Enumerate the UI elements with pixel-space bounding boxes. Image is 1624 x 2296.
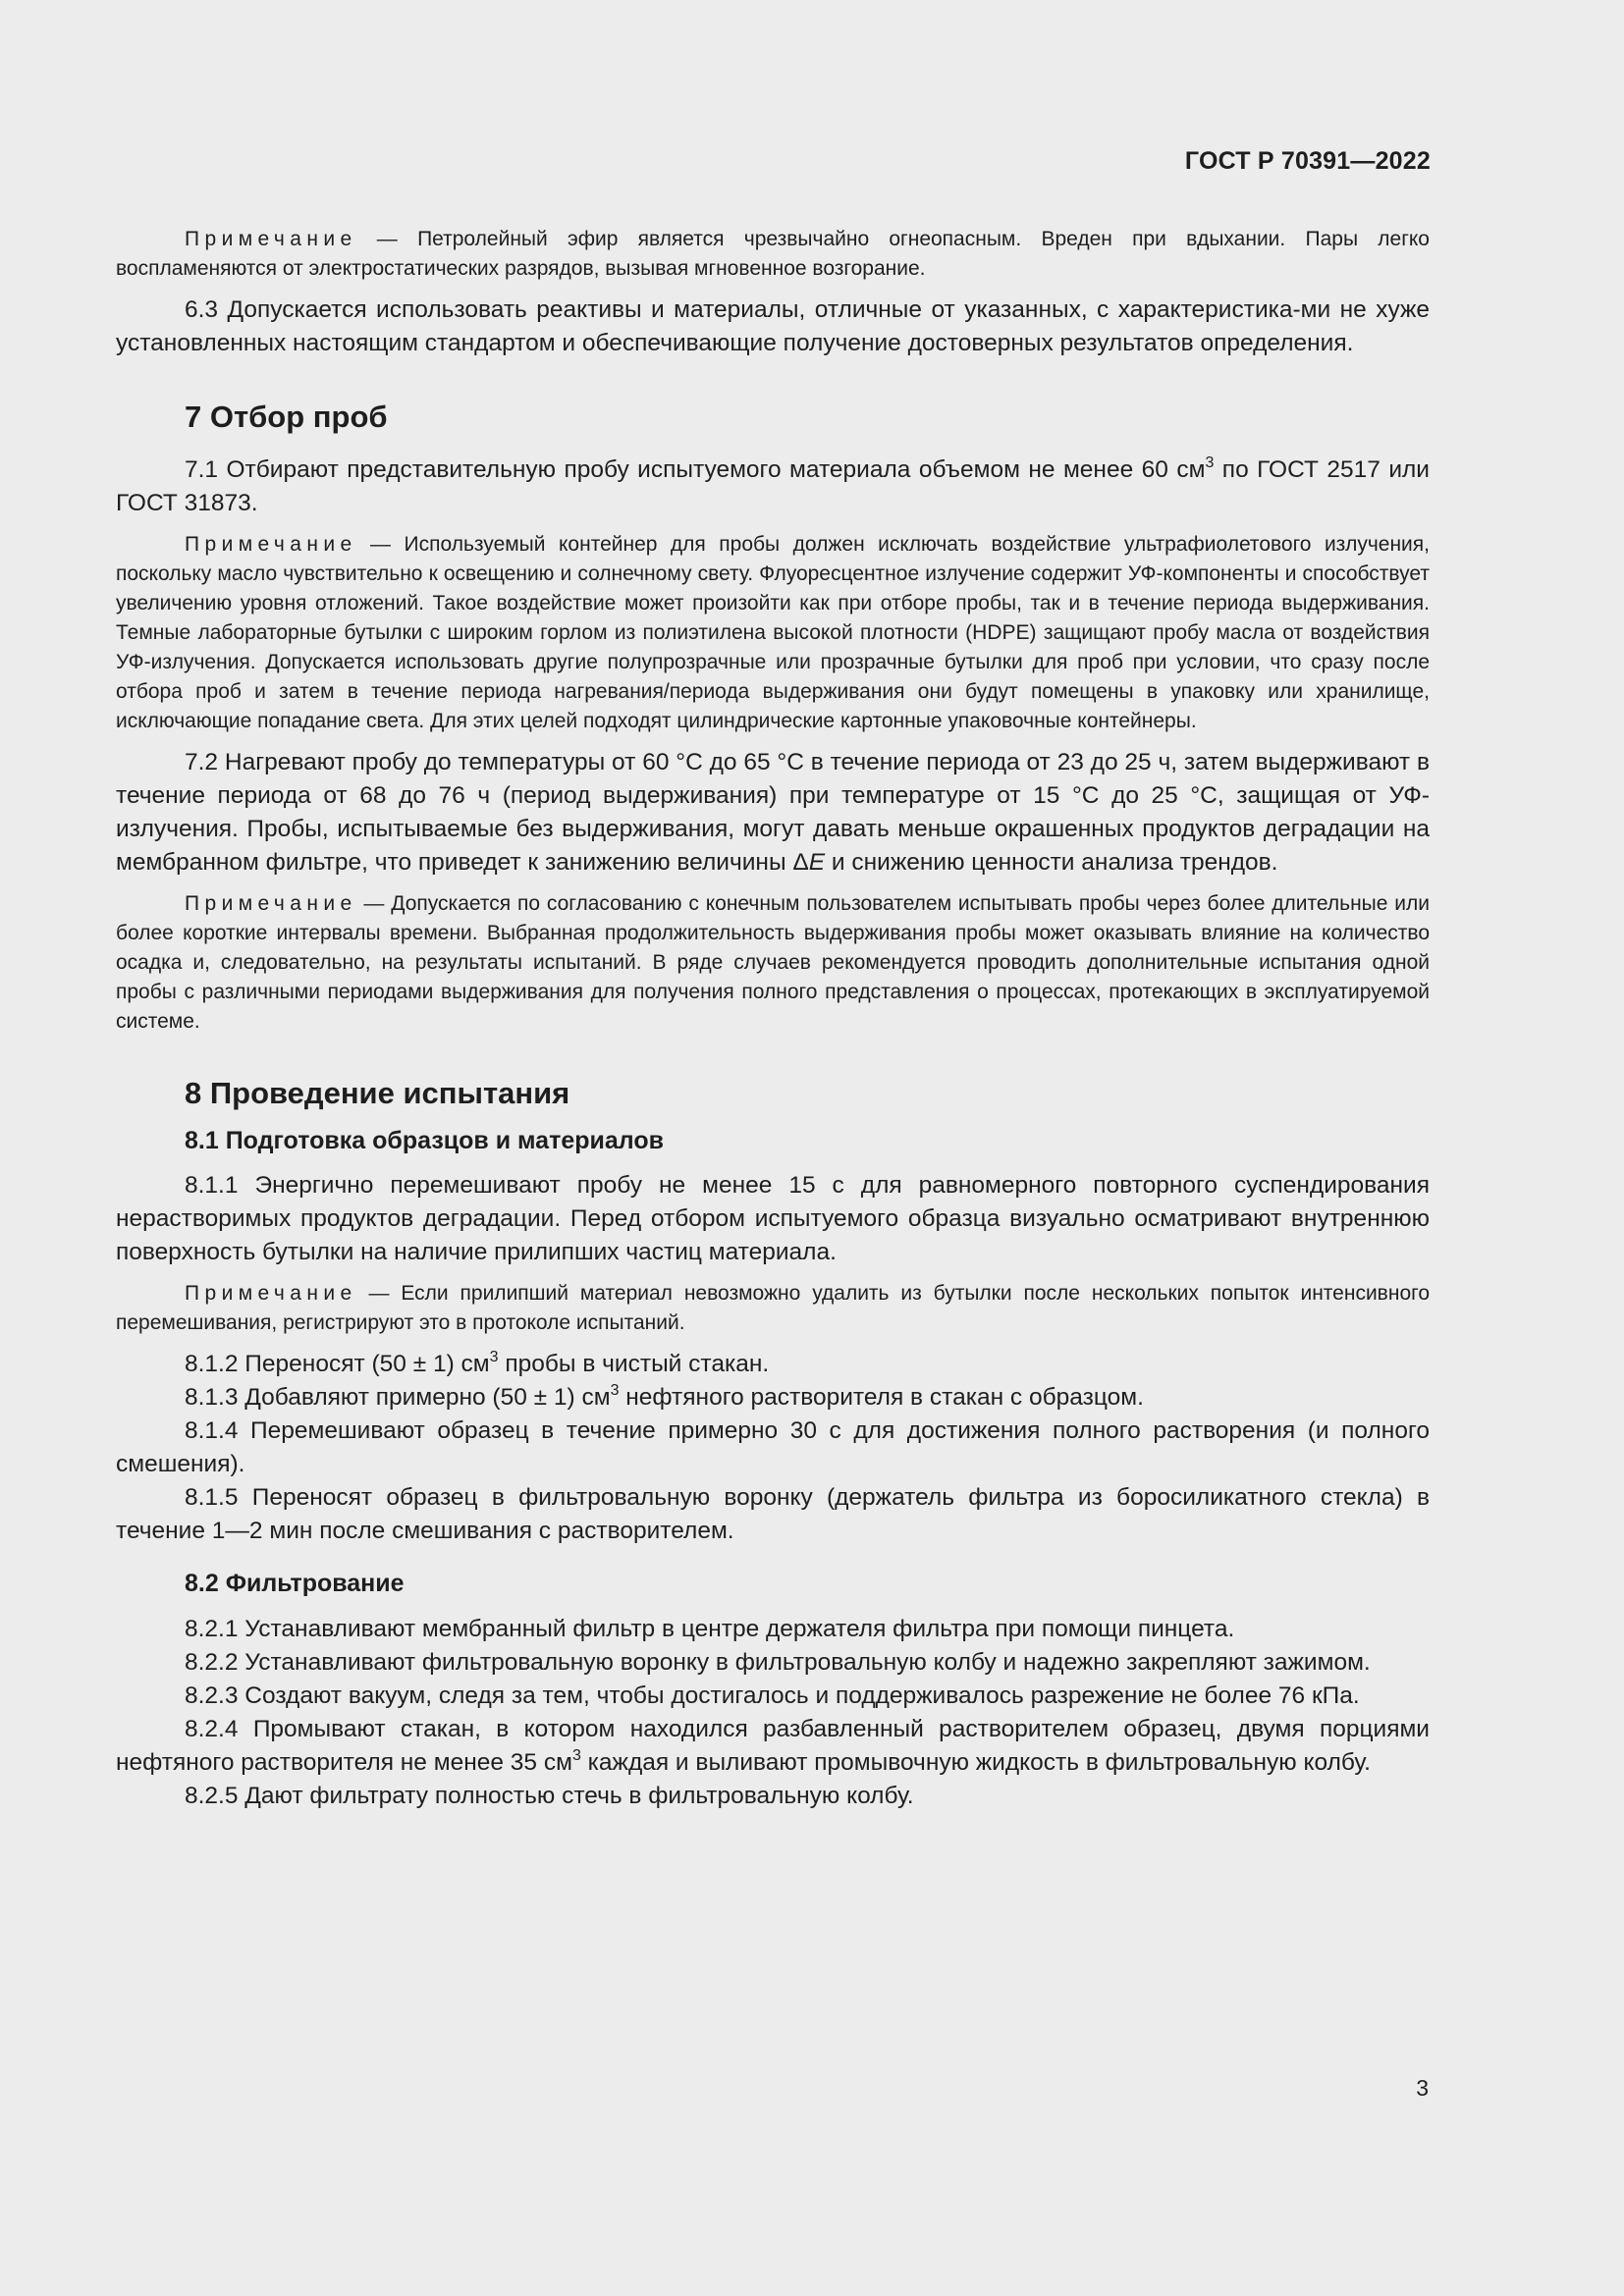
paragraph-7-1: 7.1 Отбирают представительную пробу испытуемого материала объемом не менее 60 $см^3$ по ГОСТ 2517 или ГОСТ 31873. [116,454,1430,516]
section-heading-7: 7 Отбор проб [185,400,388,434]
paragraph-8-2-5: 8.2.5 Дают фильтрату полностью стечь в фильтровальную колбу. [185,1783,914,1809]
paragraph-8-2-4: 8.2.4 Промывают стакан, в котором находился разбавленный растворителем образец, двумя порциями нефтяного растворителя не менее 35 $см^3$ каждая и выливают промывочную жидкость в фильтровальную колбу. [116,1716,1430,1776]
note-petroleum-ether [116,225,1430,284]
paragraph-8-1-5: 8.1.5 Переносят образец в фильтровальную воронку (держатель фильтра из боросиликатного стекла) в течение 1—2 мин после смешивания с растворителем. [116,1484,1430,1544]
paragraph-8-1-4: 8.1.4 Перемешивают образец в течение примерно 30 с для достижения полного растворения (и полного смешения). [116,1417,1430,1477]
paragraph-8-1-1: 8.1.1 Энергично перемешивают пробу не менее 15 с для равномерного повторного суспендирования нерастворимых продуктов деградации. Перед отбором испытуемого образца визуально осматривают внутреннюю поверхность бутылки на наличие прилипших частиц материала. [116,1172,1430,1265]
page-number: 3 [1416,2075,1429,2101]
paragraph-7-2: 7.2 Нагревают пробу до температуры от 60 °С до 65 °С в течение периода от 23 до 25 ч, затем выдерживают в течение периода от 68 до 76 ч (период выдерживания) при температуре от 15 °С до 25 °С, защищая от УФ-излучения. Пробы, испытываемые без выдерживания, могут давать меньше окрашенных продуктов деградации на мембранном фильтре, что приведет к занижению величины ΔE и снижению ценности анализа трендов. [116,749,1430,876]
note-text: Допускается по согласованию с конечным пользователем испытывать пробы через более длительные или более короткие интервалы времени. Выбранная продолжительность выдерживания пробы может оказывать влияние на количество осадка и, следовательно, на результаты испытаний. В ряде случаев рекомендуется проводить дополнительные испытания одной пробы с различными периодами выдерживания для получения полного представления о процессах, протекающих в эксплуатируемой системе. [116,892,1431,1033]
note-adhered-material: Примечание — Если прилипший материал невозможно удалить из бутылки после нескольких попыток интенсивного перемешивания, регистрируют это в протоколе испытаний. [116,1282,1430,1334]
section-heading-8: 8 Проведение испытания [185,1076,570,1110]
subsection-heading-8-2: 8.2 Фильтрование [185,1570,405,1597]
note-container: Примечание — Используемый контейнер для пробы должен исключать воздействие ультрафиолетового излучения, поскольку масло чувствительно к освещению и солнечному свету. Флуоресцентное излучение содержит УФ-компоненты и способствует увеличению уровня отложений. Такое воздействие может произойти как при отборе пробы, так и в течение периода выдерживания. Темные лабораторные бутылки с широким горлом из полиэтилена высокой плотности (HDPE) защищают пробу масла от воздействия УФ-излучения. Допускается использовать другие полупрозрачные или прозрачные бутылки для проб при условии, что сразу после отбора проб и затем в течение периода нагревания/периода выдерживания они будут помещены в упаковку или хранилище, исключающие попадание света. Для этих целей подходят цилиндрические картонные упаковочные контейнеры. [116,533,1430,732]
note-label: Примечание [185,228,357,250]
document-code: ГОСТ Р 70391—2022 [1184,147,1431,175]
superscript-3: 3 [1205,454,1215,471]
note-label: Примечание [185,892,357,915]
note-storage-time: Примечание — Допускается по согласованию с конечным пользователем испытывать пробы через более длительные или более короткие интервалы времени. Выбранная продолжительность выдерживания пробы может оказывать влияние на количество осадка и, следовательно, на результаты испытаний. В ряде случаев рекомендуется проводить дополнительные испытания одной пробы с различными периодами выдерживания для получения полного представления о процессах, протекающих в эксплуатируемой системе. [116,892,1431,1033]
paragraph-6-3: 6.3 Допускается использовать реактивы и материалы, отличные от указанных, с характеристика-ми не хуже установленных настоящим стандартом и обеспечивающие получение достоверных результатов определения. [116,296,1430,356]
paragraph-8-1-2: 8.1.2 Переносят (50 ± 1) $см^3$ пробы в чистый стакан. [185,1348,770,1377]
note-label: Примечание [185,1282,357,1305]
paragraph-8-2-3: 8.2.3 Создают вакуум, следя за тем, чтобы достигалось и поддерживалось разрежение не более 76 кПа. [185,1682,1360,1709]
paragraph-8-2-1: 8.2.1 Устанавливают мембранный фильтр в центре держателя фильтра при помощи пинцета. [185,1616,1235,1642]
note-text: Петролейный эфир является чрезвычайно огнеопасным. Вреден при вдыхании. Пары легко воспламеняются от электростатических разрядов, вызывая мгновенное возгорание. [116,228,1430,280]
note-text: Используемый контейнер для пробы должен исключать воздействие ультрафиолетового излучения, поскольку масло чувствительно к освещению и солнечному свету. Флуоресцентное излучение содержит УФ-компоненты и способствует увеличению уровня отложений. Такое воздействие может произойти как при отборе пробы, так и в течение периода выдерживания. Темные лабораторные бутылки с широким горлом из полиэтилена высокой плотности (HDPE) защищают пробу масла от воздействия УФ-излучения. Допускается использовать другие полупрозрачные или прозрачные бутылки для проб при условии, что сразу после отбора проб и затем в течение периода нагревания/периода выдерживания они будут помещены в упаковку или хранилище, исключающие попадание света. Для этих целей подходят цилиндрические картонные упаковочные контейнеры. [116,533,1430,732]
document-body [116,225,1430,1813]
subsection-heading-8-1: 8.1 Подготовка образцов и материалов [185,1127,664,1154]
note-dash: — [356,228,418,250]
note-text: Если прилипший материал невозможно удалить из бутылки после нескольких попыток интенсивного перемешивания, регистрируют это в протоколе испытаний. [116,1282,1430,1334]
delta-e-symbol: E [808,849,826,876]
note-label: Примечание [185,533,357,556]
paragraph-8-2-2: 8.2.2 Устанавливают фильтровальную воронку в фильтровальную колбу и надежно закрепляют зажимом. [185,1649,1371,1676]
paragraph-8-1-3: 8.1.3 Добавляют примерно (50 ± 1) $см^3$ нефтяного растворителя в стакан с образцом. [185,1381,1144,1411]
